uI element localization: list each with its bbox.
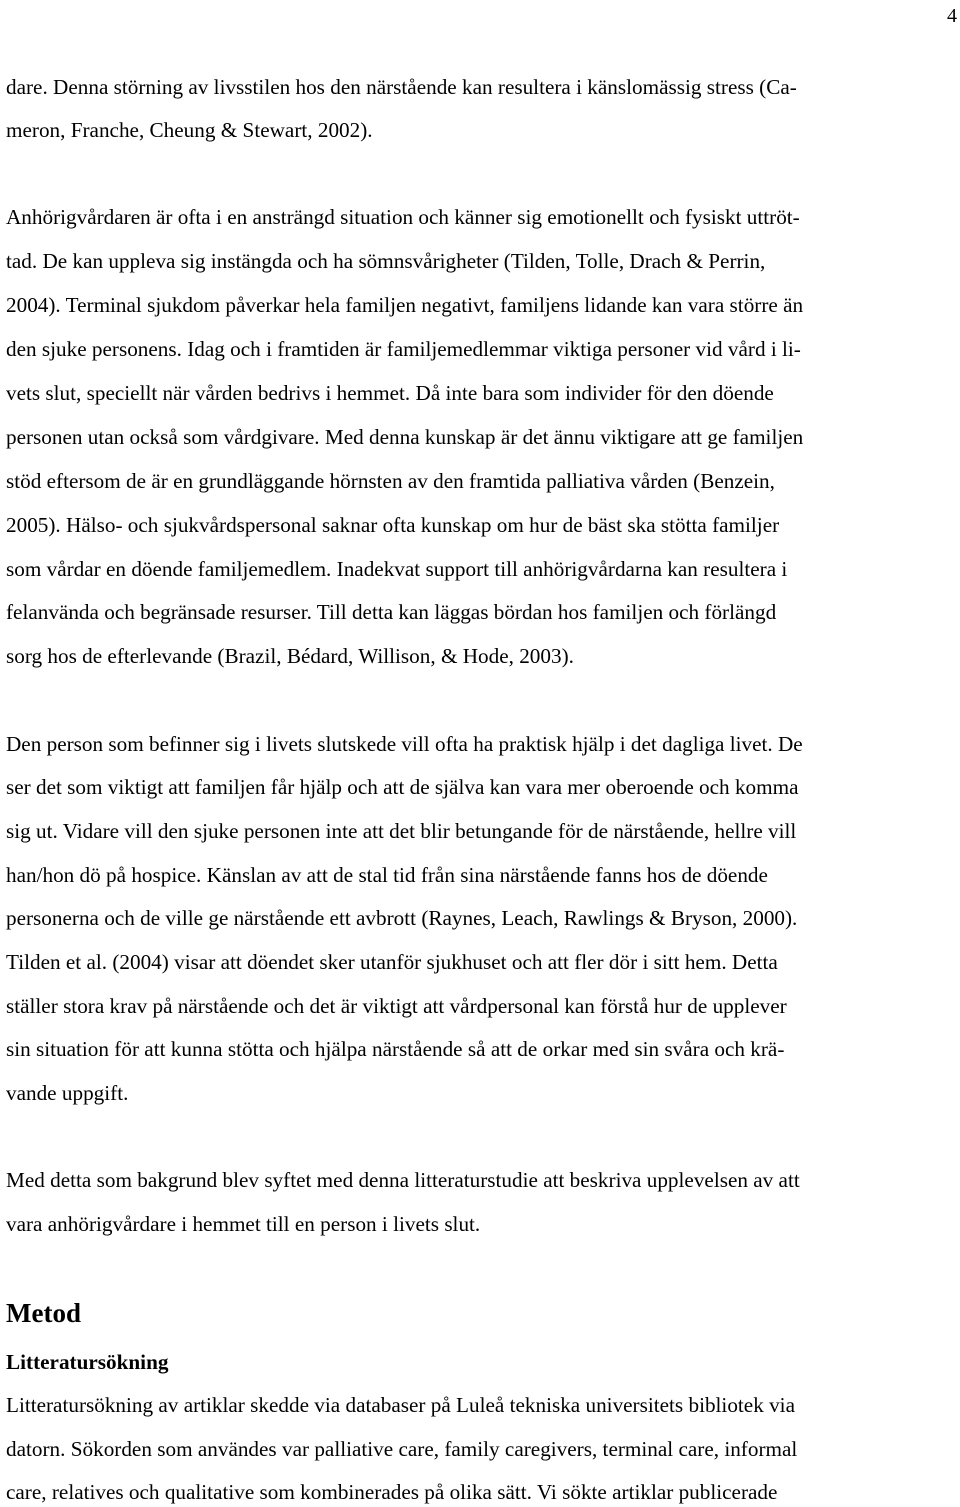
page-number: 4 <box>947 5 957 27</box>
text-line: ser det som viktigt att familjen får hjälp och att de själva kan vara mer oberoende och komma <box>6 775 799 799</box>
text-line: meron, Franche, Cheung & Stewart, 2002). <box>6 118 373 142</box>
text-line: personen utan också som vårdgivare. Med denna kunskap är det ännu viktigare att ge familjen <box>6 425 804 449</box>
section-heading: Metod <box>6 1298 81 1328</box>
text-line: care, relatives och qualitative som kombinerades på olika sätt. Vi sökte artiklar publicerade <box>6 1480 778 1504</box>
text-line: vets slut, speciellt när vården bedrivs i hemmet. Då inte bara som individer för den döende <box>6 381 774 405</box>
text-line: tad. De kan uppleva sig instängda och ha sömnsvårigheter (Tilden, Tolle, Drach & Perrin, <box>6 249 766 273</box>
text-line: felanvända och begränsade resurser. Till detta kan läggas bördan hos familjen och förlängd <box>6 600 777 624</box>
text-line: Litteratursökning av artiklar skedde via databaser på Luleå tekniska universitets bibliotek via <box>6 1393 795 1417</box>
text-line: Anhörigvårdaren är ofta i en ansträngd situation och känner sig emotionellt och fysiskt uttröt- <box>6 205 800 229</box>
text-line: personerna och de ville ge närstående ett avbrott (Raynes, Leach, Rawlings & Bryson, 2000). <box>6 906 798 930</box>
text-line: den sjuke personens. Idag och i framtiden är familjemedlemmar viktiga personer vid vård i li- <box>6 337 801 361</box>
text-line: datorn. Sökorden som användes var palliative care, family caregivers, terminal care, informal <box>6 1437 798 1461</box>
text-line: vande uppgift. <box>6 1081 129 1105</box>
text-line: sin situation för att kunna stötta och hjälpa närstående så att de orkar med sin svåra och krä- <box>6 1037 785 1061</box>
text-line: Tilden et al. (2004) visar att döendet sker utanför sjukhuset och att fler dör i sitt hem. Detta <box>6 950 778 974</box>
text-line: 2004). Terminal sjukdom påverkar hela familjen negativt, familjens lidande kan vara större än <box>6 293 804 317</box>
text-line: Med detta som bakgrund blev syftet med denna litteraturstudie att beskriva upplevelsen av att <box>6 1168 800 1192</box>
text-line: stöd eftersom de är en grundläggande hörnsten av den framtida palliativa vården (Benzein, <box>6 469 775 493</box>
text-line: ställer stora krav på närstående och det är viktigt att vårdpersonal kan förstå hur de upplever <box>6 994 787 1018</box>
text-line: Den person som befinner sig i livets slutskede vill ofta ha praktisk hjälp i det dagliga livet. De <box>6 732 803 756</box>
subsection-heading: Litteratursökning <box>6 1350 169 1374</box>
text-line: sorg hos de efterlevande (Brazil, Bédard, Willison, & Hode, 2003). <box>6 644 574 668</box>
text-line: dare. Denna störning av livsstilen hos den närstående kan resultera i känslomässig stress (Ca- <box>6 75 797 99</box>
text-line: 2005). Hälso- och sjukvårdspersonal saknar ofta kunskap om hur de bäst ska stötta familjer <box>6 513 780 537</box>
text-line: vara anhörigvårdare i hemmet till en person i livets slut. <box>6 1212 481 1236</box>
text-line: han/hon dö på hospice. Känslan av att de stal tid från sina närstående fanns hos de döende <box>6 863 768 887</box>
text-line: som vårdar en döende familjemedlem. Inadekvat support till anhörigvårdarna kan resultera i <box>6 557 788 581</box>
text-line: sig ut. Vidare vill den sjuke personen inte att det blir betungande för de närstående, hellre vill <box>6 819 797 843</box>
